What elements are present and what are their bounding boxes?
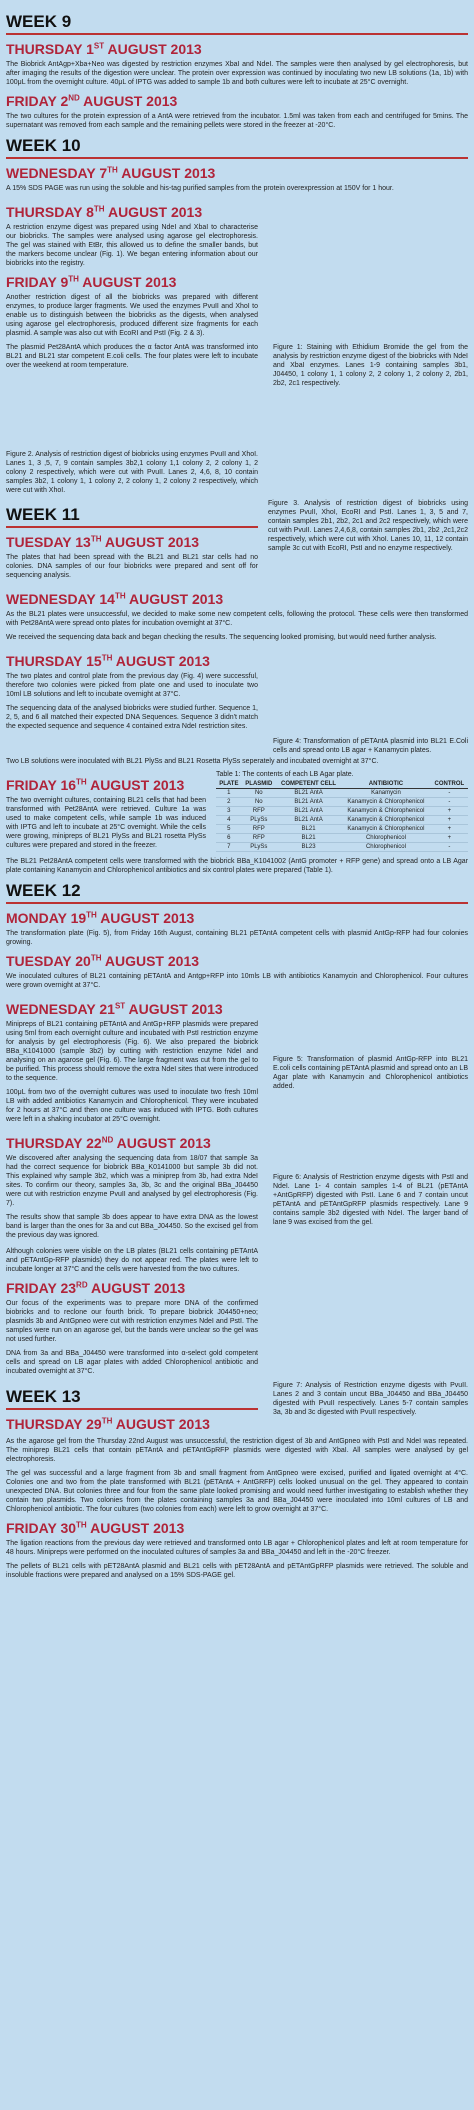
date-heading: WEDNESDAY 21ST AUGUST 2013 bbox=[6, 1001, 223, 1017]
table-header: CONTROL bbox=[431, 780, 468, 789]
entry-text: The results show that sample 3b does appear to have extra DNA as the lowest band is larger than the ones for 3a and cut BBa_J04450. So the excised gel from the previous day was ignored. bbox=[6, 1214, 258, 1239]
entry-text: The gel was successful and a large fragment from 3b and small fragment from AntGpneo were excised, purified and ligated overnight at 4°C. Colonies one and two from the plate transformed with BL21 (pETAntA + AntGRFP) cells looked unusual on the gel. They appeared to contain unexpected DNA. But colonies three and four from the same plate looked promising and would need further investigating to establish whether they contain two plasmids. Two colonies from the plates containing samples 3a and BBa_J04450 were inoculated into 10ml cultures of LB and Chlorophenicol antibiotic. The four cultures (two colonies from each) were left to grow overnight at 37°C. bbox=[6, 1470, 468, 1513]
table-header: ANTIBIOTIC bbox=[341, 780, 431, 789]
date-heading: THURSDAY 1ST AUGUST 2013 bbox=[6, 41, 202, 57]
table-row: 1 No BL21 AntA Kanamycin - bbox=[216, 789, 468, 798]
date-heading: THURSDAY 22ND AUGUST 2013 bbox=[6, 1135, 211, 1151]
table-row: 7 PLySs BL23 Chlorophenicol - bbox=[216, 843, 468, 852]
entry-text: We discovered after analysing the sequencing data from 18/07 that sample 3a had the correct sequence for biobrick BBa_K0141000 but sample 3b did not. This explained why sample 3b2, which was a miniprep from 3b, had extra NdeI sites. To confirm our theory, samples 3a, 3b, 3c and the original BBa_J04450 were cut with restriction enzyme PvuII and analysed by gel electrophoresis (Fig. 7). bbox=[6, 1155, 258, 1207]
table-header: COMPETENT CELL bbox=[276, 780, 341, 789]
entry-text: A restriction enzyme digest was prepared using NdeI and XbaI to characterise our biobricks. The samples were analysed using agarose gel electrophoresis. The gel was stained with EtBr, this allowed us to define the smaller bands, but the markers become unclear (Fig. 1). We began entering information about our biobricks into the registry. bbox=[6, 224, 258, 267]
figure-2-caption: Figure 2. Analysis of restriction digest of biobricks using enzymes PvuII and XhoI. Lanes 1, 3 ,5, 7, 9 contain samples 3b2,1 colony 1,1 colony 2, 2 colony 1, 2 colony 2 respectively, which were cut with PvuII. Lanes 2, 4,6, 8, 10 contain samples 3b2, 1 colony 1, 1 colony 2, 2 colony 1, 2 colony 2 respectively, which were cut with XhoI. bbox=[6, 451, 258, 494]
entry-text: A 15% SDS PAGE was run using the soluble and his-tag purified samples from the protein overexpression at 150V for 1 hour. bbox=[6, 185, 394, 192]
entry-text: The Biobrick AntAgp+Xba+Neo was digested by restriction enzymes XbaI and NdeI. The samples were then analysed by gel electrophoresis, but after imaging the results of the digestion were unclear. The protein over expression was continued by inoculating two new LB solutions (1a, 1b) with 100μL from the overnight culture. 40μL of IPTG was added to sample 1b and both cultures were left to incubate at 25°C overnight. bbox=[6, 61, 468, 86]
date-heading: WEDNESDAY 7TH AUGUST 2013 bbox=[6, 165, 216, 181]
entry-text: 100μL from two of the overnight cultures was used to inoculate two fresh 10ml LB with added antibiotics Kanamycin and Chlorophenicol. They were incubated for 2 hours at 37°C and then one culture was induced with IPTG. Both cultures were left in a shaking incubator at 25°C overnight. bbox=[6, 1089, 258, 1123]
table-row: 5 RFP BL21 Kanamycin & Chlorophenicol + bbox=[216, 825, 468, 834]
entry-text: Although colonies were visible on the LB plates (BL21 cells containing pETAntA and pETAntGp-RFP plasmids) they do not appear red. The plates were left to incubate longer at 37°C and the cells were harvested from the two cultures. bbox=[6, 1248, 258, 1273]
table-1-caption: Table 1: The contents of each LB Agar plate. bbox=[216, 771, 354, 778]
week-11-heading: WEEK 11 bbox=[6, 505, 258, 528]
entry-text: The BL21 Pet28AntA competent cells were transformed with the biobrick BBa_K1041002 (AntG promoter + RFP gene) and spread onto a LB Agar plate containing Kanamycin and Chlorophenicol antibiotics and six control plates were prepared (Table 1). bbox=[6, 858, 468, 874]
entry-text: As the agarose gel from the Thursday 22nd August was unsuccessful, the restriction digest of 3b and AntGpneo with PstI and NdeI was repeated. The miniprep BL21 cells that contain pETAntA and pETAntGpRFP plasmids were digested with XbaI. All samples were analysed by gel electrophoresis. bbox=[6, 1438, 468, 1463]
entry-text: Our focus of the experiments was to prepare more DNA of the confirmed biobricks and to reclone our fourth brick. To prepare biobrick J04450+neo; plasmids 3b and AntGpneo were cut with restriction enzymes NdeI and PstI. The samples were run on an agarose gel, but the bands were unclear so the gel was not used further. bbox=[6, 1300, 258, 1343]
table-row: 2 No BL21 AntA Kanamycin & Chlorophenicol - bbox=[216, 798, 468, 807]
week-13-heading: WEEK 13 bbox=[6, 1387, 258, 1410]
table-row: 4 PLySs BL21 AntA Kanamycin & Chlorophenicol + bbox=[216, 816, 468, 825]
figure-4-caption: Figure 4: Transformation of pETAntA plasmid into BL21 E.Coli cells and spread onto LB agar + Kanamycin plates. bbox=[273, 738, 468, 754]
date-heading: MONDAY 19TH AUGUST 2013 bbox=[6, 910, 195, 926]
figure-5-caption: Figure 5: Transformation of plasmid AntGp-RFP into BL21 E.coli cells containing pETAntA plasmid and spread onto an LB Agar plate with Kanamycin and Chlorophenicol antibiotics added. bbox=[273, 1056, 468, 1090]
figure-3-caption: Figure 3. Analysis of restriction digest of biobricks using enzymes PvuII, XhoI, EcoRI and PstI. Lanes 1, 3, 5 and 7, contain samples 2b1, 2b2, 2c1 and 2c2 respectively, which were cut with PvuII. Lanes 2,4,6,8, contain samples 2b1, 2b2 ,2c1,2c2 respectively, which were cut with XhoI. Lanes 10, 11, 12 contain sample 3c cut with EcoRI, PstI and no enzyme respectively. bbox=[268, 500, 469, 552]
date-heading: TUESDAY 13TH AUGUST 2013 bbox=[6, 534, 200, 550]
table-row: 3 RFP BL21 AntA Kanamycin & Chlorophenicol + bbox=[216, 807, 468, 816]
entry-text: Minipreps of BL21 containing pETAntA and AntGp+RFP plasmids were prepared using 5ml from each overnight culture and incubated with PstI restriction enzyme for analysis by gel electrophoresis (Fig. 6). We also prepared the biobrick BBa_K1041000 (sample 3b2) by cutting with restriction enzyme NdeI and analysing on an agarose gel (Fig. 6). The large fragment was cut from the gel to be purified. This process should remove the extra NdeI sites that were introduced to the sequence. bbox=[6, 1021, 258, 1082]
date-heading: THURSDAY 8TH AUGUST 2013 bbox=[6, 204, 203, 220]
week-10-heading: WEEK 10 bbox=[6, 136, 468, 159]
entry-text: The two overnight cultures, containing BL21 cells that had been transformed with Pet28AntA were retrieved. Culture 1a was used to make competent cells, while sample 1b was induced with IPTG and left to incubate at 25°C overnight. While the cells were growing, minipreps of BL21 PlySs and BL21 rosetta PlySs cultures were prepared and stored in the freezer. bbox=[6, 797, 206, 849]
entry-text: The sequencing data of the analysed biobricks were studied further. Sequence 1, 2, 5, and 6 all matched their expected DNA Sequences. Sequence 3 didn't match the expected sequence and sequence 4 contained extra NdeI restriction sites. bbox=[6, 705, 258, 730]
figure-7-caption: Figure 7: Analysis of Restriction enzyme digests with PvuII. Lanes 2 and 3 contain uncut BBa_J04450 and BBa_J04450 digested with PvuII respectively. Lanes 5-7 contain samples 3a, 3b and 3c digested with PvuII respectively. bbox=[273, 1382, 468, 1416]
week-9-heading: WEEK 9 bbox=[6, 12, 468, 35]
entry-text: The plates that had been spread with the BL21 and BL21 star cells had no colonies. DNA samples of our four biobricks were prepared and sent off for sequencing analysis. bbox=[6, 554, 258, 579]
date-heading: FRIDAY 30TH AUGUST 2013 bbox=[6, 1520, 185, 1536]
entry-text: DNA from 3a and BBa_J04450 were transformed into α-select gold competent cells and spread on LB agar plates with added Chlorophenicol antibiotic and incubated overnight at 37°C. bbox=[6, 1350, 258, 1375]
entry-text: As the BL21 plates were unsuccessful, we decided to make some new competent cells, following the protocol. These cells were then transformed with Pet28AntA were spread onto plates for incubation overnight at 37°C. bbox=[6, 611, 468, 627]
table-header: PLATE bbox=[216, 780, 242, 789]
date-heading: THURSDAY 29TH AUGUST 2013 bbox=[6, 1416, 210, 1432]
entry-text: The two cultures for the protein expression of a AntA were retrieved from the incubator. 1.5ml was taken from each and centrifuged for 5mins. The supernatant was removed from each sample and the remaining pellets were stored in the freezer at -20°C. bbox=[6, 113, 468, 129]
date-heading: FRIDAY 9TH AUGUST 2013 bbox=[6, 274, 177, 290]
table-row: 6 RFP BL21 Chlorophenicol + bbox=[216, 834, 468, 843]
entry-text: We inoculated cultures of BL21 containing pETAntA and Antgp+RFP into 10mls LB with antibiotics Kanamycin and Chlorophenicol. Four cultures were grown overnight at 37°C. bbox=[6, 973, 468, 989]
date-heading: FRIDAY 16TH AUGUST 2013 bbox=[6, 777, 185, 793]
entry-text: The two plates and control plate from the previous day (Fig. 4) were successful, therefore two colonies were picked from plate one and used to inoculate two 10ml LB solutions and left to incubate overnight at 37°C. bbox=[6, 673, 258, 698]
entry-text: The ligation reactions from the previous day were retrieved and transformed onto LB agar + Chlorophenicol plates and left at room temperature for 48 hours. Minipreps were performed on the inoculated cultures of samples 3a and BBa_J04450 and left in the -20°C freezer. bbox=[6, 1540, 468, 1556]
entry-text: Two LB solutions were inoculated with BL21 PlySs and BL21 Rosetta PlySs seperately and incubated overnight at 37°C. bbox=[6, 758, 379, 765]
entry-text: The transformation plate (Fig. 5), from Friday 16th August, containing BL21 pETAntA competent cells with plasmid AntGp-RFP had four colonies growing. bbox=[6, 930, 468, 946]
date-heading: FRIDAY 2ND AUGUST 2013 bbox=[6, 93, 178, 109]
week-12-heading: WEEK 12 bbox=[6, 881, 468, 904]
figure-6-caption: Figure 6: Analysis of Restriction enzyme digests with PstI and NdeI. Lane 1- 4 contain samples 1-4 of BL21 (pETAntA +AntGpRFP) digested with PstI. Lane 6 and 7 contain uncut pETAntA and pETAntGpRFP plasmids respectively. Lane 9 contains sample 3b2 digested with NdeI. The larger band of lane 9 was excised from the gel. bbox=[273, 1174, 468, 1226]
date-heading: TUESDAY 20TH AUGUST 2013 bbox=[6, 953, 200, 969]
entry-text: The plasmid Pet28AntA which produces the α factor AntA was transformed into BL21 and BL21 star competent E.coli cells. The four plates were left to incubate over the weekend at room temperature. bbox=[6, 344, 258, 369]
entry-text: Another restriction digest of all the biobricks was prepared with different enzymes, to produce larger fragments. We used the enzymes PvuII and XhoI to enable us to distinguish between the biobricks as the digests, when analysed using agarose gel electrophoresis, produced different size fragments for each plasmid. A sample was also cut with EcoRI and PstI (Fig. 2 & 3). bbox=[6, 294, 258, 337]
date-heading: WEDNESDAY 14TH AUGUST 2013 bbox=[6, 591, 224, 607]
date-heading: THURSDAY 15TH AUGUST 2013 bbox=[6, 653, 210, 669]
date-heading: FRIDAY 23RD AUGUST 2013 bbox=[6, 1280, 186, 1296]
figure-1-caption: Figure 1: Staining with Ethidium Bromide the gel from the analysis by restriction enzyme digest of the biobricks with NdeI and XbaI enzymes. Lanes 1-9 containing samples 3b1, J04450, 1 colony 1, 1 colony 2, 2 colony 1, 2 colony 2, 2b1, 2b2, 2c1 respectively. bbox=[273, 344, 468, 387]
table-header: PLASMID bbox=[242, 780, 276, 789]
lb-agar-plate-table bbox=[216, 780, 468, 852]
entry-text: The pellets of BL21 cells with pET28AntA plasmid and BL21 cells with pET28AntA and pETAntGpRFP plasmids were retrieved. The soluble and insoluble fractions were prepared and analysed on a 15% SDS-PAGE gel. bbox=[6, 1563, 468, 1579]
entry-text: We received the sequencing data back and began checking the results. The sequencing looked promising, but would need further analysis. bbox=[6, 634, 437, 641]
